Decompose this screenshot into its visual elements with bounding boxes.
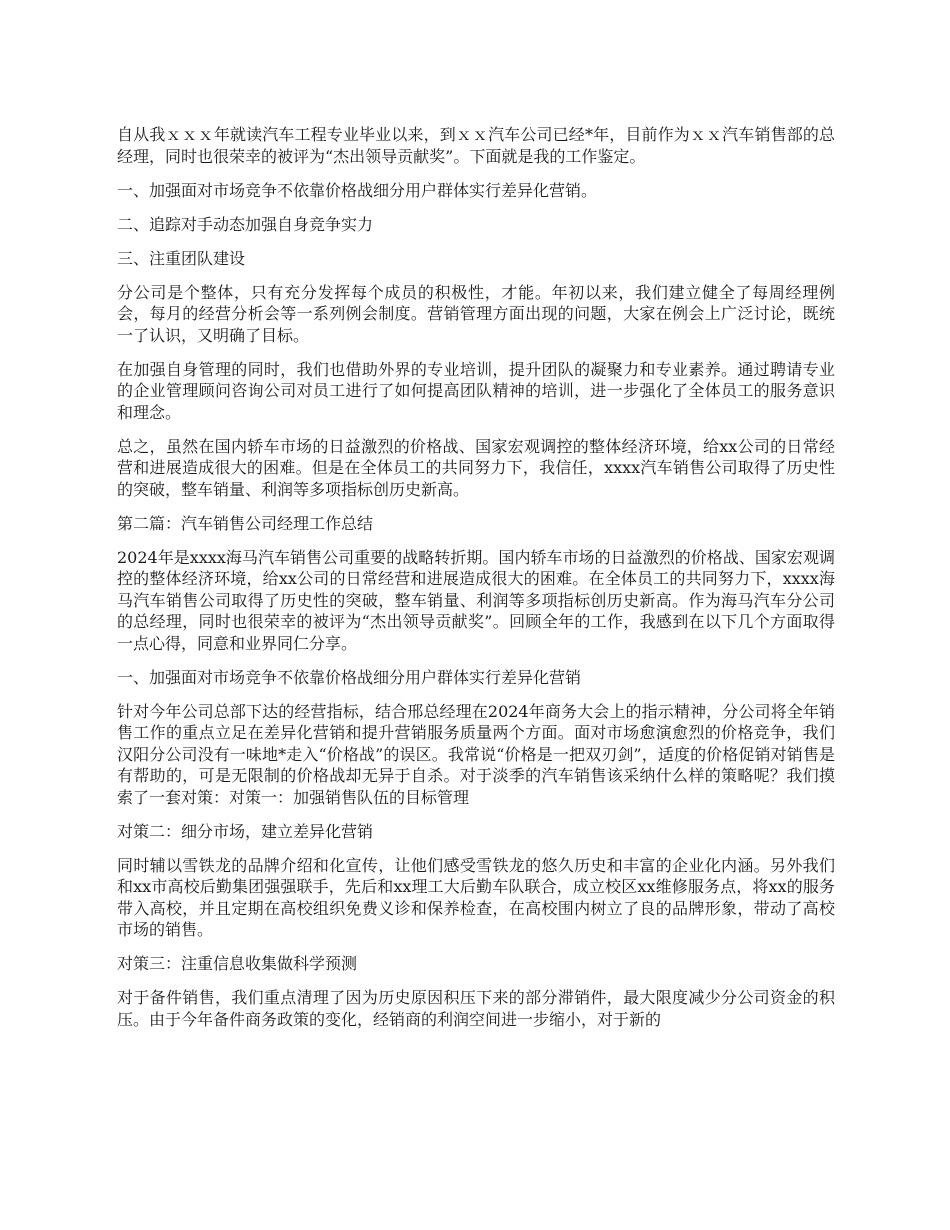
section-heading: 一、加强面对市场竞争不依靠价格战细分用户群体实行差异化营销 xyxy=(117,667,582,687)
body-paragraph: 同时辅以雪铁龙的品牌介绍和化宣传，让他们感受雪铁龙的悠久历史和丰富的企业化内涵。另外我们和xx市高校后勤集团强强联手，先后和xx理工大后勤车队联合，成立校区xx维修服务点，将xx的服务带入高校，并且定期在高校组织免费义诊和保养检查，在高校围内树立了良的品牌形象，带动了高校市场的销售。 xyxy=(117,855,835,939)
document-page xyxy=(117,124,835,1043)
body-paragraph: 在加强自身管理的同时，我们也借助外界的专业培训，提升团队的凝聚力和专业素养。通过聘请专业的企业管理顾问咨询公司对员工进行了如何提高团队精神的培训，进一步强化了全体员工的服务意识和理念。 xyxy=(117,359,835,422)
body-paragraph: 分公司是个整体，只有充分发挥每个成员的积极性，才能。年初以来，我们建立健全了每周经理例会，每月的经营分析会等一系列例会制度。营销管理方面出现的问题，大家在例会上广泛讨论，既统一了认识，又明确了目标。 xyxy=(117,282,835,345)
body-paragraph: 针对今年公司总部下达的经营指标，结合邢总经理在2024年商务大会上的指示精神，分公司将全年销售工作的重点立足在差异化营销和提升营销服务质量两个方面。面对市场愈演愈烈的价格竞争，我们汉阳分公司没有一味地*走入“价格战”的误区。我常说“价格是一把双刃剑”，适度的价格促销对销售是有帮助的，可是无限制的价格战却无异于自杀。对于淡季的汽车销售该采纳什么样的策略呢？我们摸索了一套对策：对策一：加强销售队伍的目标管理 xyxy=(117,701,835,807)
section-heading-3: 三、注重团队建设 xyxy=(117,248,246,268)
intro-paragraph: 自从我ｘｘｘ年就读汽车工程专业毕业以来，到ｘｘ汽车公司已经*年，目前作为ｘｘ汽车销售部的总经理，同时也很荣幸的被评为“杰出领导贡献奖”。下面就是我的工作鉴定。 xyxy=(117,125,835,166)
body-paragraph: 对于备件销售，我们重点清理了因为历史原因积压下来的部分滞销件，最大限度减少分公司资金的积压。由于今年备件商务政策的变化，经销商的利润空间进一步缩小，对于新的 xyxy=(117,988,835,1029)
section-heading-1: 一、加强面对市场竞争不依靠价格战细分用户群体实行差异化营销。 xyxy=(117,180,598,200)
section-heading-2: 二、追踪对手动态加强自身竞争实力 xyxy=(117,214,374,234)
body-paragraph: 总之，虽然在国内轿车市场的日益激烈的价格战、国家宏观调控的整体经济环境，给xx公司的日常经营和进展造成很大的困难。但是在全体员工的共同努力下，我信任，xxxx汽车销售公司取得了历史性的突破，整车销量、利润等多项指标创历史新高。 xyxy=(117,436,835,499)
strategy-heading-2: 对策二：细分市场，建立差异化营销 xyxy=(117,821,374,841)
strategy-heading-3: 对策三：注重信息收集做科学预测 xyxy=(117,954,358,973)
body-paragraph: 2024年是xxxx海马汽车销售公司重要的战略转折期。国内轿车市场的日益激烈的价格战、国家宏观调控的整体经济环境，给xx公司的日常经营和进展造成很大的困难。在全体员工的共同努力下，xxxx海马汽车销售公司取得了历史性的突破，整车销量、利润等多项指标创历史新高。作为海马汽车分公司的总经理，同时也很荣幸的被评为“杰出领导贡献奖”。回顾全年的工作，我感到在以下几个方面取得一点心得，同意和业界同仁分享。 xyxy=(117,547,835,653)
part-two-title: 第二篇：汽车销售公司经理工作总结 xyxy=(117,513,374,533)
